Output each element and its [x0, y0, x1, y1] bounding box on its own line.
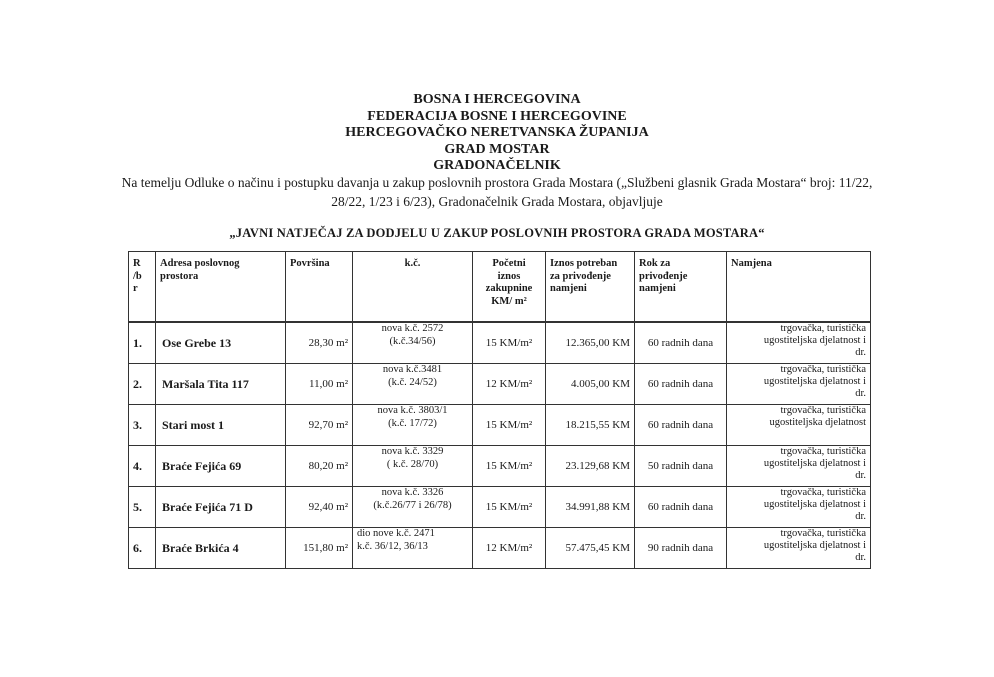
row-purpose-line: trgovačka, turistička [780, 323, 866, 334]
header-address-line: prostora [160, 270, 199, 282]
row-deadline: 60 radnih dana [635, 364, 727, 405]
row-purpose-line: dr. [855, 347, 866, 358]
intro-line-2: 28/22, 1/23 i 6/23), Gradonačelnik Grada Mostara, objavljuje [331, 194, 663, 209]
table-header-row [129, 252, 871, 323]
row-address: Maršala Tita 117 [156, 364, 286, 405]
row-deadline: 60 radnih dana [635, 322, 727, 364]
row-deadline: 60 radnih dana [635, 405, 727, 446]
row-kc-old: (k.č.34/56) [389, 335, 436, 347]
row-amount: 12.365,00 KM [546, 322, 635, 364]
row-purpose-line: trgovačka, turistička [780, 487, 866, 498]
row-area: 92,70 m² [286, 405, 353, 446]
row-purpose-line: ugostiteljska djelatnost i [763, 540, 866, 551]
row-purpose [727, 487, 871, 528]
row-number: 2. [129, 364, 156, 405]
header-purpose: Namjena [727, 252, 871, 323]
row-kc [353, 528, 473, 569]
row-purpose-line: ugostiteljska djelatnost i [763, 458, 866, 469]
header-deadline-line: Rok za [639, 258, 671, 269]
table-row [129, 405, 871, 446]
row-purpose-line: trgovačka, turistička [780, 405, 866, 416]
row-purpose-line: ugostiteljska djelatnost i [763, 335, 866, 346]
row-kc [353, 487, 473, 528]
row-amount: 23.129,68 KM [546, 446, 635, 487]
row-kc-old: (k.č.26/77 i 26/78) [373, 499, 452, 511]
row-kc-old: ( k.č. 28/70) [386, 458, 439, 470]
row-kc-old: (k.č. 24/52) [388, 376, 437, 388]
row-purpose-line: trgovačka, turistička [780, 446, 866, 457]
row-purpose [727, 405, 871, 446]
row-address: Braće Brkića 4 [156, 528, 286, 569]
row-deadline: 50 radnih dana [635, 446, 727, 487]
row-number: 3. [129, 405, 156, 446]
row-number: 4. [129, 446, 156, 487]
header-price-line: zakupnine [485, 283, 533, 294]
header-kc: k.č. [353, 252, 473, 323]
tender-heading: „JAVNI NATJEČAJ ZA DODJELU U ZAKUP POSLOVNIH PROSTORA GRADA MOSTARA“ [229, 226, 765, 240]
header-address [156, 252, 286, 323]
row-purpose-line: ugostiteljska djelatnost i [763, 376, 866, 387]
header-amount-line: namjeni [550, 283, 587, 294]
row-kc [353, 322, 473, 364]
header-amount-line: Iznos potreban [550, 258, 618, 269]
row-kc-new: nova k.č. 3329 [381, 446, 444, 457]
row-kc [353, 446, 473, 487]
premises-table [128, 251, 871, 569]
row-kc-new: nova k.č.3481 [382, 364, 443, 375]
header-federation: FEDERACIJA BOSNE I HERCEGOVINE [367, 108, 627, 124]
row-address: Braće Fejića 71 D [156, 487, 286, 528]
table-row [129, 528, 871, 569]
row-price: 12 KM/m² [473, 528, 546, 569]
row-number: 6. [129, 528, 156, 569]
header-city: GRAD MOSTAR [444, 141, 550, 157]
row-price: 12 KM/m² [473, 364, 546, 405]
row-kc-new: nova k.č. 3803/1 [377, 405, 448, 416]
row-amount: 34.991,88 KM [546, 487, 635, 528]
intro-paragraph [60, 173, 934, 211]
header-deadline [635, 252, 727, 323]
header-price-line: Početni [492, 258, 526, 269]
row-price: 15 KM/m² [473, 322, 546, 364]
row-amount: 57.475,45 KM [546, 528, 635, 569]
row-purpose-line: dr. [855, 470, 866, 481]
row-area: 28,30 m² [286, 322, 353, 364]
intro-line-1: Na temelju Odluke o načinu i postupku davanja u zakup poslovnih prostora Grada Mostara („Službeni glasnik Grada Mostara“ broj: 11/22, [121, 175, 873, 190]
row-price: 15 KM/m² [473, 405, 546, 446]
table-row [129, 364, 871, 405]
row-price: 15 KM/m² [473, 446, 546, 487]
row-kc [353, 364, 473, 405]
header-address-line: Adresa poslovnog [160, 258, 240, 269]
row-kc-new: nova k.č. 2572 [381, 323, 444, 334]
row-address: Ose Grebe 13 [156, 322, 286, 364]
document-header [0, 92, 994, 175]
table-row [129, 322, 871, 364]
row-purpose [727, 322, 871, 364]
row-kc [353, 405, 473, 446]
header-country: BOSNA I HERCEGOVINA [413, 92, 581, 107]
row-purpose-line: dr. [855, 388, 866, 399]
row-address: Stari most 1 [156, 405, 286, 446]
row-number: 5. [129, 487, 156, 528]
row-area: 80,20 m² [286, 446, 353, 487]
row-purpose [727, 528, 871, 569]
row-kc-old: k.č. 36/12, 36/13 [357, 540, 428, 552]
row-amount: 4.005,00 KM [546, 364, 635, 405]
row-purpose-line: trgovačka, turistička [780, 364, 866, 375]
row-purpose-line: dr. [855, 511, 866, 522]
header-canton: HERCEGOVAČKO NERETVANSKA ŽUPANIJA [345, 125, 649, 140]
row-address: Braće Fejića 69 [156, 446, 286, 487]
row-kc-new: nova k.č. 3326 [381, 487, 444, 498]
row-area: 11,00 m² [286, 364, 353, 405]
row-deadline: 60 radnih dana [635, 487, 727, 528]
row-kc-new: dio nove k.č. 2471 [357, 528, 435, 539]
table-row [129, 487, 871, 528]
row-number: 1. [129, 322, 156, 364]
row-area: 151,80 m² [286, 528, 353, 569]
header-deadline-line: privođenje [639, 270, 688, 282]
row-purpose-line: ugostiteljska djelatnost i [763, 499, 866, 510]
table-row [129, 446, 871, 487]
header-price [473, 252, 546, 323]
row-purpose [727, 446, 871, 487]
header-rbr-line: r [133, 283, 138, 294]
header-area: Površina [286, 252, 353, 323]
header-rbr-line: R [133, 258, 141, 269]
header-mayor: GRADONAČELNIK [433, 158, 561, 173]
row-area: 92,40 m² [286, 487, 353, 528]
row-purpose-line: trgovačka, turistička [780, 528, 866, 539]
row-amount: 18.215,55 KM [546, 405, 635, 446]
row-purpose [727, 364, 871, 405]
header-rbr [129, 252, 156, 323]
row-purpose-line: ugostiteljska djelatnost [769, 417, 866, 428]
header-amount [546, 252, 635, 323]
row-kc-old: (k.č. 17/72) [388, 417, 437, 429]
row-price: 15 KM/m² [473, 487, 546, 528]
header-price-line: KM/ m² [491, 295, 527, 307]
header-rbr-line: /b [133, 270, 142, 282]
header-amount-line: za privođenje [550, 270, 611, 282]
header-price-line: iznos [497, 270, 521, 282]
row-purpose-line: dr. [855, 552, 866, 563]
header-deadline-line: namjeni [639, 283, 676, 294]
row-deadline: 90 radnih dana [635, 528, 727, 569]
